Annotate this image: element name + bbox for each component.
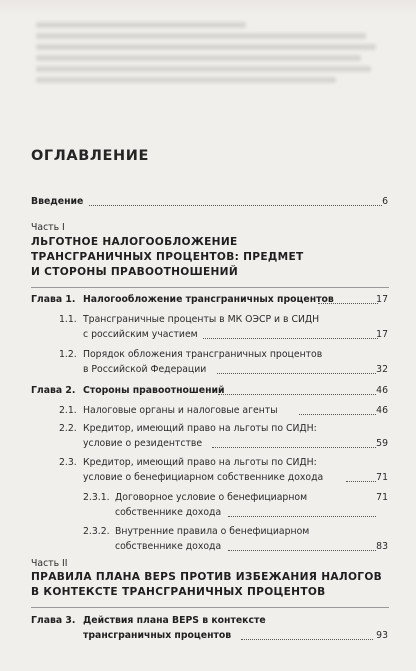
page-number: 46	[376, 385, 388, 396]
page-number: 17	[376, 294, 388, 305]
entry-title-line-2: в Российской Федерации	[83, 364, 207, 375]
section-number: 2.3.	[59, 457, 77, 468]
chapter-label: Глава 2.	[31, 385, 76, 396]
entry-title: Введение	[31, 196, 84, 207]
part-1-label: Часть I	[31, 222, 65, 233]
entry-title-line-2: условие о бенефициарном собственнике дохода	[83, 472, 324, 483]
entry-title-line-1: Порядок обложения трансграничных процентов	[83, 349, 323, 360]
entry-title-line-1: Договорное условие о бенефициарном	[115, 492, 308, 503]
page-number: 32	[376, 364, 388, 375]
dot-leader	[228, 516, 376, 517]
entry-title-line-1: Кредитор, имеющий право на льготы по СИДН:	[83, 457, 317, 468]
entry-title-line-1: Кредитор, имеющий право на льготы по СИДН:	[83, 423, 317, 434]
part-2-title-line-2: В КОНТЕКСТЕ ТРАНСГРАНИЧНЫХ ПРОЦЕНТОВ	[31, 586, 326, 598]
page-number: 71	[376, 472, 388, 483]
entry-title-line-2: собственнике дохода	[115, 507, 222, 518]
reverse-page-bleed	[0, 0, 416, 95]
entry-title: Стороны правоотношений	[83, 385, 225, 396]
dot-leader	[241, 639, 373, 640]
page-number: 6	[382, 196, 388, 207]
entry-title-line-1: Трансграничные проценты в МК ОЭСР и в СИДН	[83, 314, 320, 325]
dot-leader	[228, 550, 376, 551]
dot-leader	[89, 205, 382, 206]
section-number: 2.3.2.	[83, 526, 110, 537]
section-number: 2.1.	[59, 405, 77, 416]
part-1-title-line-1: ЛЬГОТНОЕ НАЛОГООБЛОЖЕНИЕ	[31, 236, 238, 248]
entry-title-line-1: Действия плана BEPS в контексте	[83, 615, 266, 626]
page-number: 59	[376, 438, 388, 449]
entry-title-line-2: собственнике дохода	[115, 541, 222, 552]
entry-title-line-2: с российским участием	[83, 329, 198, 340]
part-1-title-line-2: ТРАНСГРАНИЧНЫХ ПРОЦЕНТОВ: ПРЕДМЕТ	[31, 251, 304, 263]
part-2-label: Часть II	[31, 558, 68, 569]
dot-leader	[299, 414, 376, 415]
section-number: 1.2.	[59, 349, 77, 360]
dot-leader	[217, 373, 376, 374]
section-number: 2.2.	[59, 423, 77, 434]
dot-leader	[346, 481, 376, 482]
entry-title-line-2: условие о резидентстве	[83, 438, 203, 449]
chapter-label: Глава 3.	[31, 615, 76, 626]
dot-leader	[212, 447, 376, 448]
part-rule	[31, 287, 389, 288]
part-1-title-line-3: И СТОРОНЫ ПРАВООТНОШЕНИЙ	[31, 266, 238, 278]
section-number: 2.3.1.	[83, 492, 110, 503]
page-number: 93	[376, 630, 388, 641]
dot-leader	[218, 394, 376, 395]
entry-title-line-1: Налоговые органы и налоговые агенты	[83, 405, 278, 416]
chapter-label: Глава 1.	[31, 294, 76, 305]
part-rule	[31, 607, 389, 608]
entry-title: Налогообложение трансграничных процентов	[83, 294, 334, 305]
page-number: 17	[376, 329, 388, 340]
section-number: 1.1.	[59, 314, 77, 325]
page-number: 71	[376, 492, 388, 503]
dot-leader	[203, 338, 378, 339]
entry-title-line-2: трансграничных процентов	[83, 630, 232, 641]
page-number: 83	[376, 541, 388, 552]
toc-heading: ОГЛАВЛЕНИЕ	[31, 148, 150, 164]
entry-title-line-1: Внутренние правила о бенефициарном	[115, 526, 310, 537]
part-2-title-line-1: ПРАВИЛА ПЛАНА BEPS ПРОТИВ ИЗБЕЖАНИЯ НАЛОГОВ	[31, 571, 383, 583]
page-number: 46	[376, 405, 388, 416]
dot-leader	[318, 303, 378, 304]
